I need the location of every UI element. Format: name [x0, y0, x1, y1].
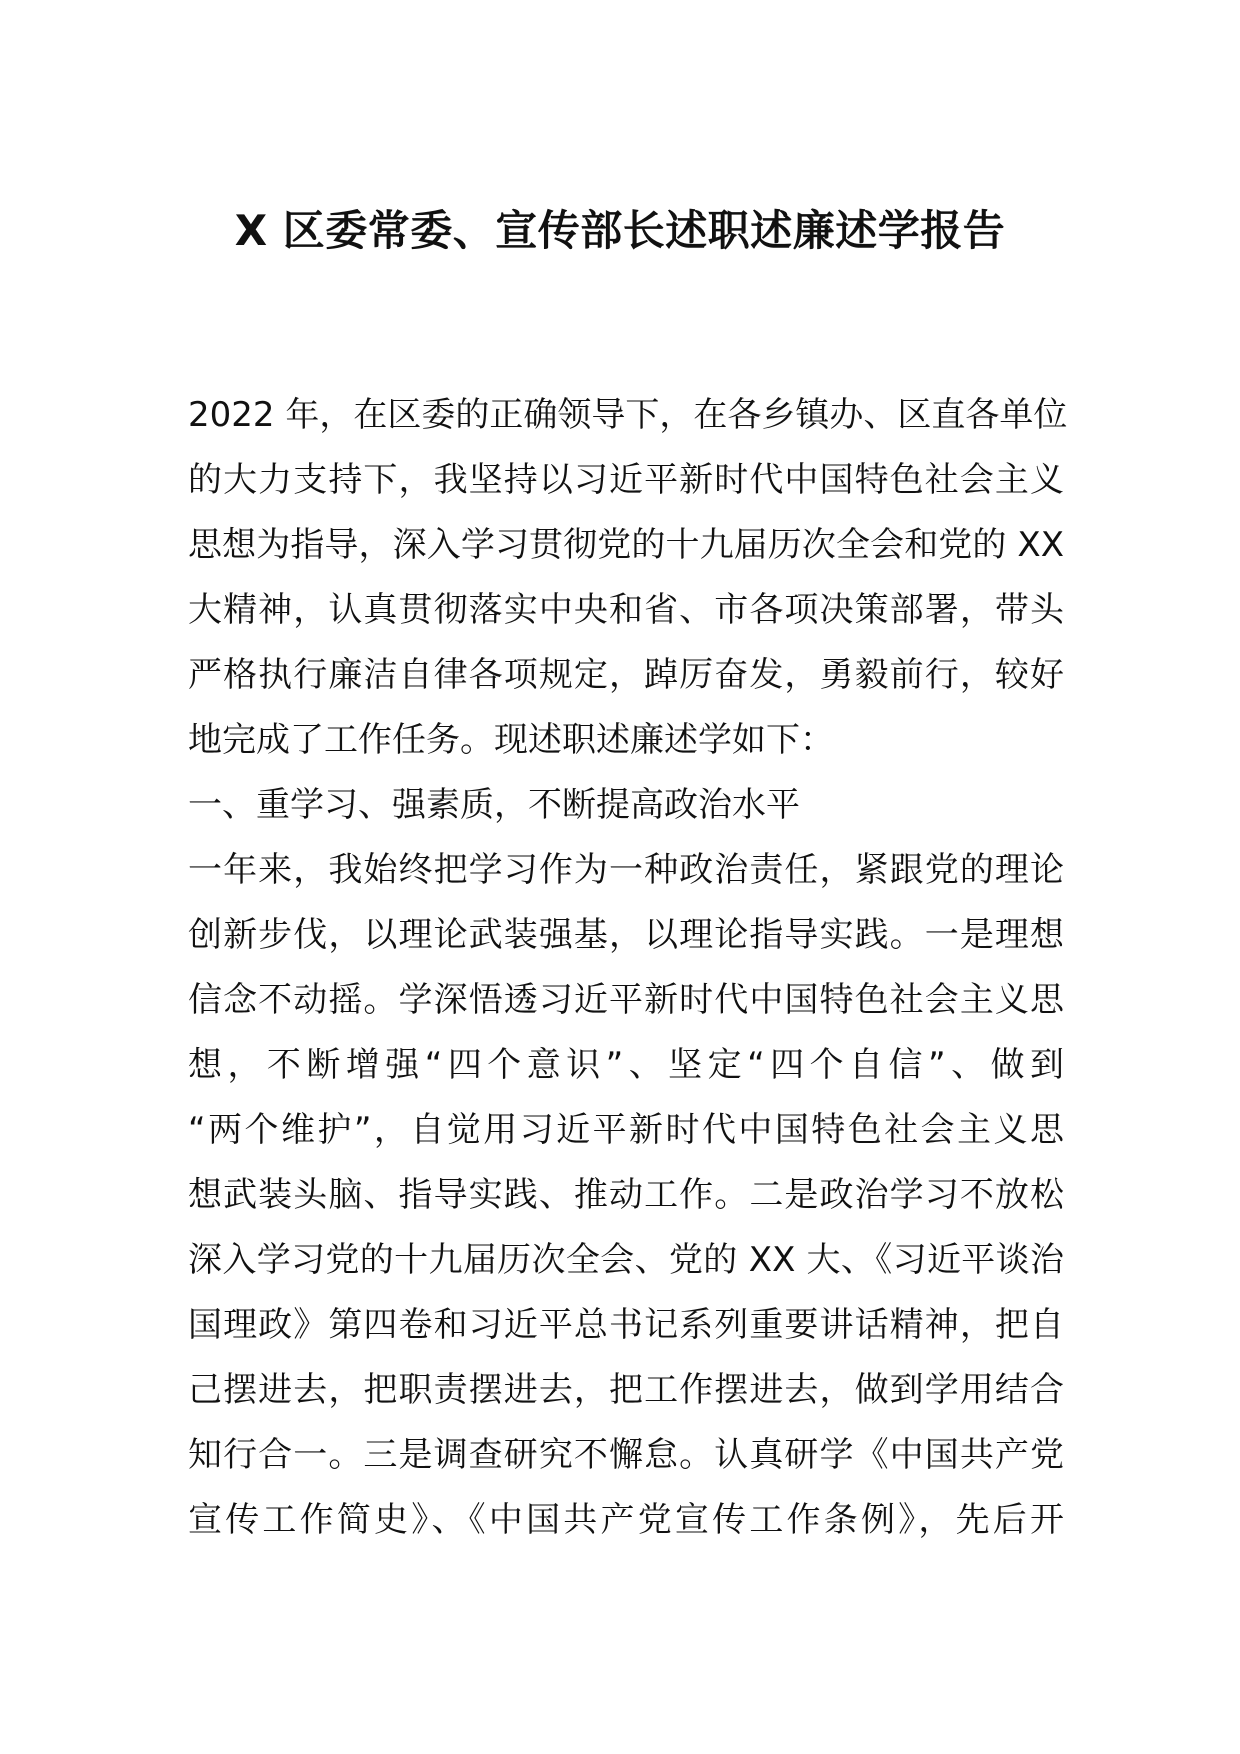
body-line: 想，不断增强“四个意识”、坚定“四个自信”、做到 [188, 1045, 1064, 1085]
body-line: 深入学习党的十九届历次全会、党的 XX 大、《习近平谈治 [188, 1240, 1064, 1280]
body-line: 大精神，认真贯彻落实中央和省、市各项决策部署，带头 [188, 590, 1064, 630]
body-line: 国理政》第四卷和习近平总书记系列重要讲话精神，把自 [188, 1305, 1064, 1345]
body-line: 的大力支持下，我坚持以习近平新时代中国特色社会主义 [188, 460, 1064, 500]
body-line: 信念不动摇。学深悟透习近平新时代中国特色社会主义思 [188, 980, 1064, 1020]
body-line: 创新步伐，以理论武装强基，以理论指导实践。一是理想 [188, 915, 1064, 955]
document-title: X 区委常委、宣传部长述职述廉述学报告 [234, 206, 1006, 255]
body-line: “两个维护”，自觉用习近平新时代中国特色社会主义思 [188, 1110, 1064, 1150]
body-line: 己摆进去，把职责摆进去，把工作摆进去，做到学用结合 [188, 1370, 1064, 1410]
body-line: 2022 年，在区委的正确领导下，在各乡镇办、区直各单位 [188, 395, 1068, 435]
body-line: 想武装头脑、指导实践、推动工作。二是政治学习不放松 [188, 1175, 1064, 1215]
body-line: 知行合一。三是调查研究不懈怠。认真研学《中国共产党 [188, 1435, 1064, 1475]
body-line: 严格执行廉洁自律各项规定，踔厉奋发，勇毅前行，较好 [188, 655, 1064, 695]
body-line: 一年来，我始终把学习作为一种政治责任，紧跟党的理论 [188, 850, 1064, 890]
body-line: 宣传工作简史》、《中国共产党宣传工作条例》，先后开 [188, 1500, 1064, 1540]
body-line: 思想为指导，深入学习贯彻党的十九届历次全会和党的 XX [188, 525, 1064, 565]
document-body [188, 395, 1068, 1565]
section-heading: 一、重学习、强素质，不断提高政治水平 [188, 785, 800, 825]
body-line: 地完成了工作任务。现述职述廉述学如下： [188, 720, 834, 760]
